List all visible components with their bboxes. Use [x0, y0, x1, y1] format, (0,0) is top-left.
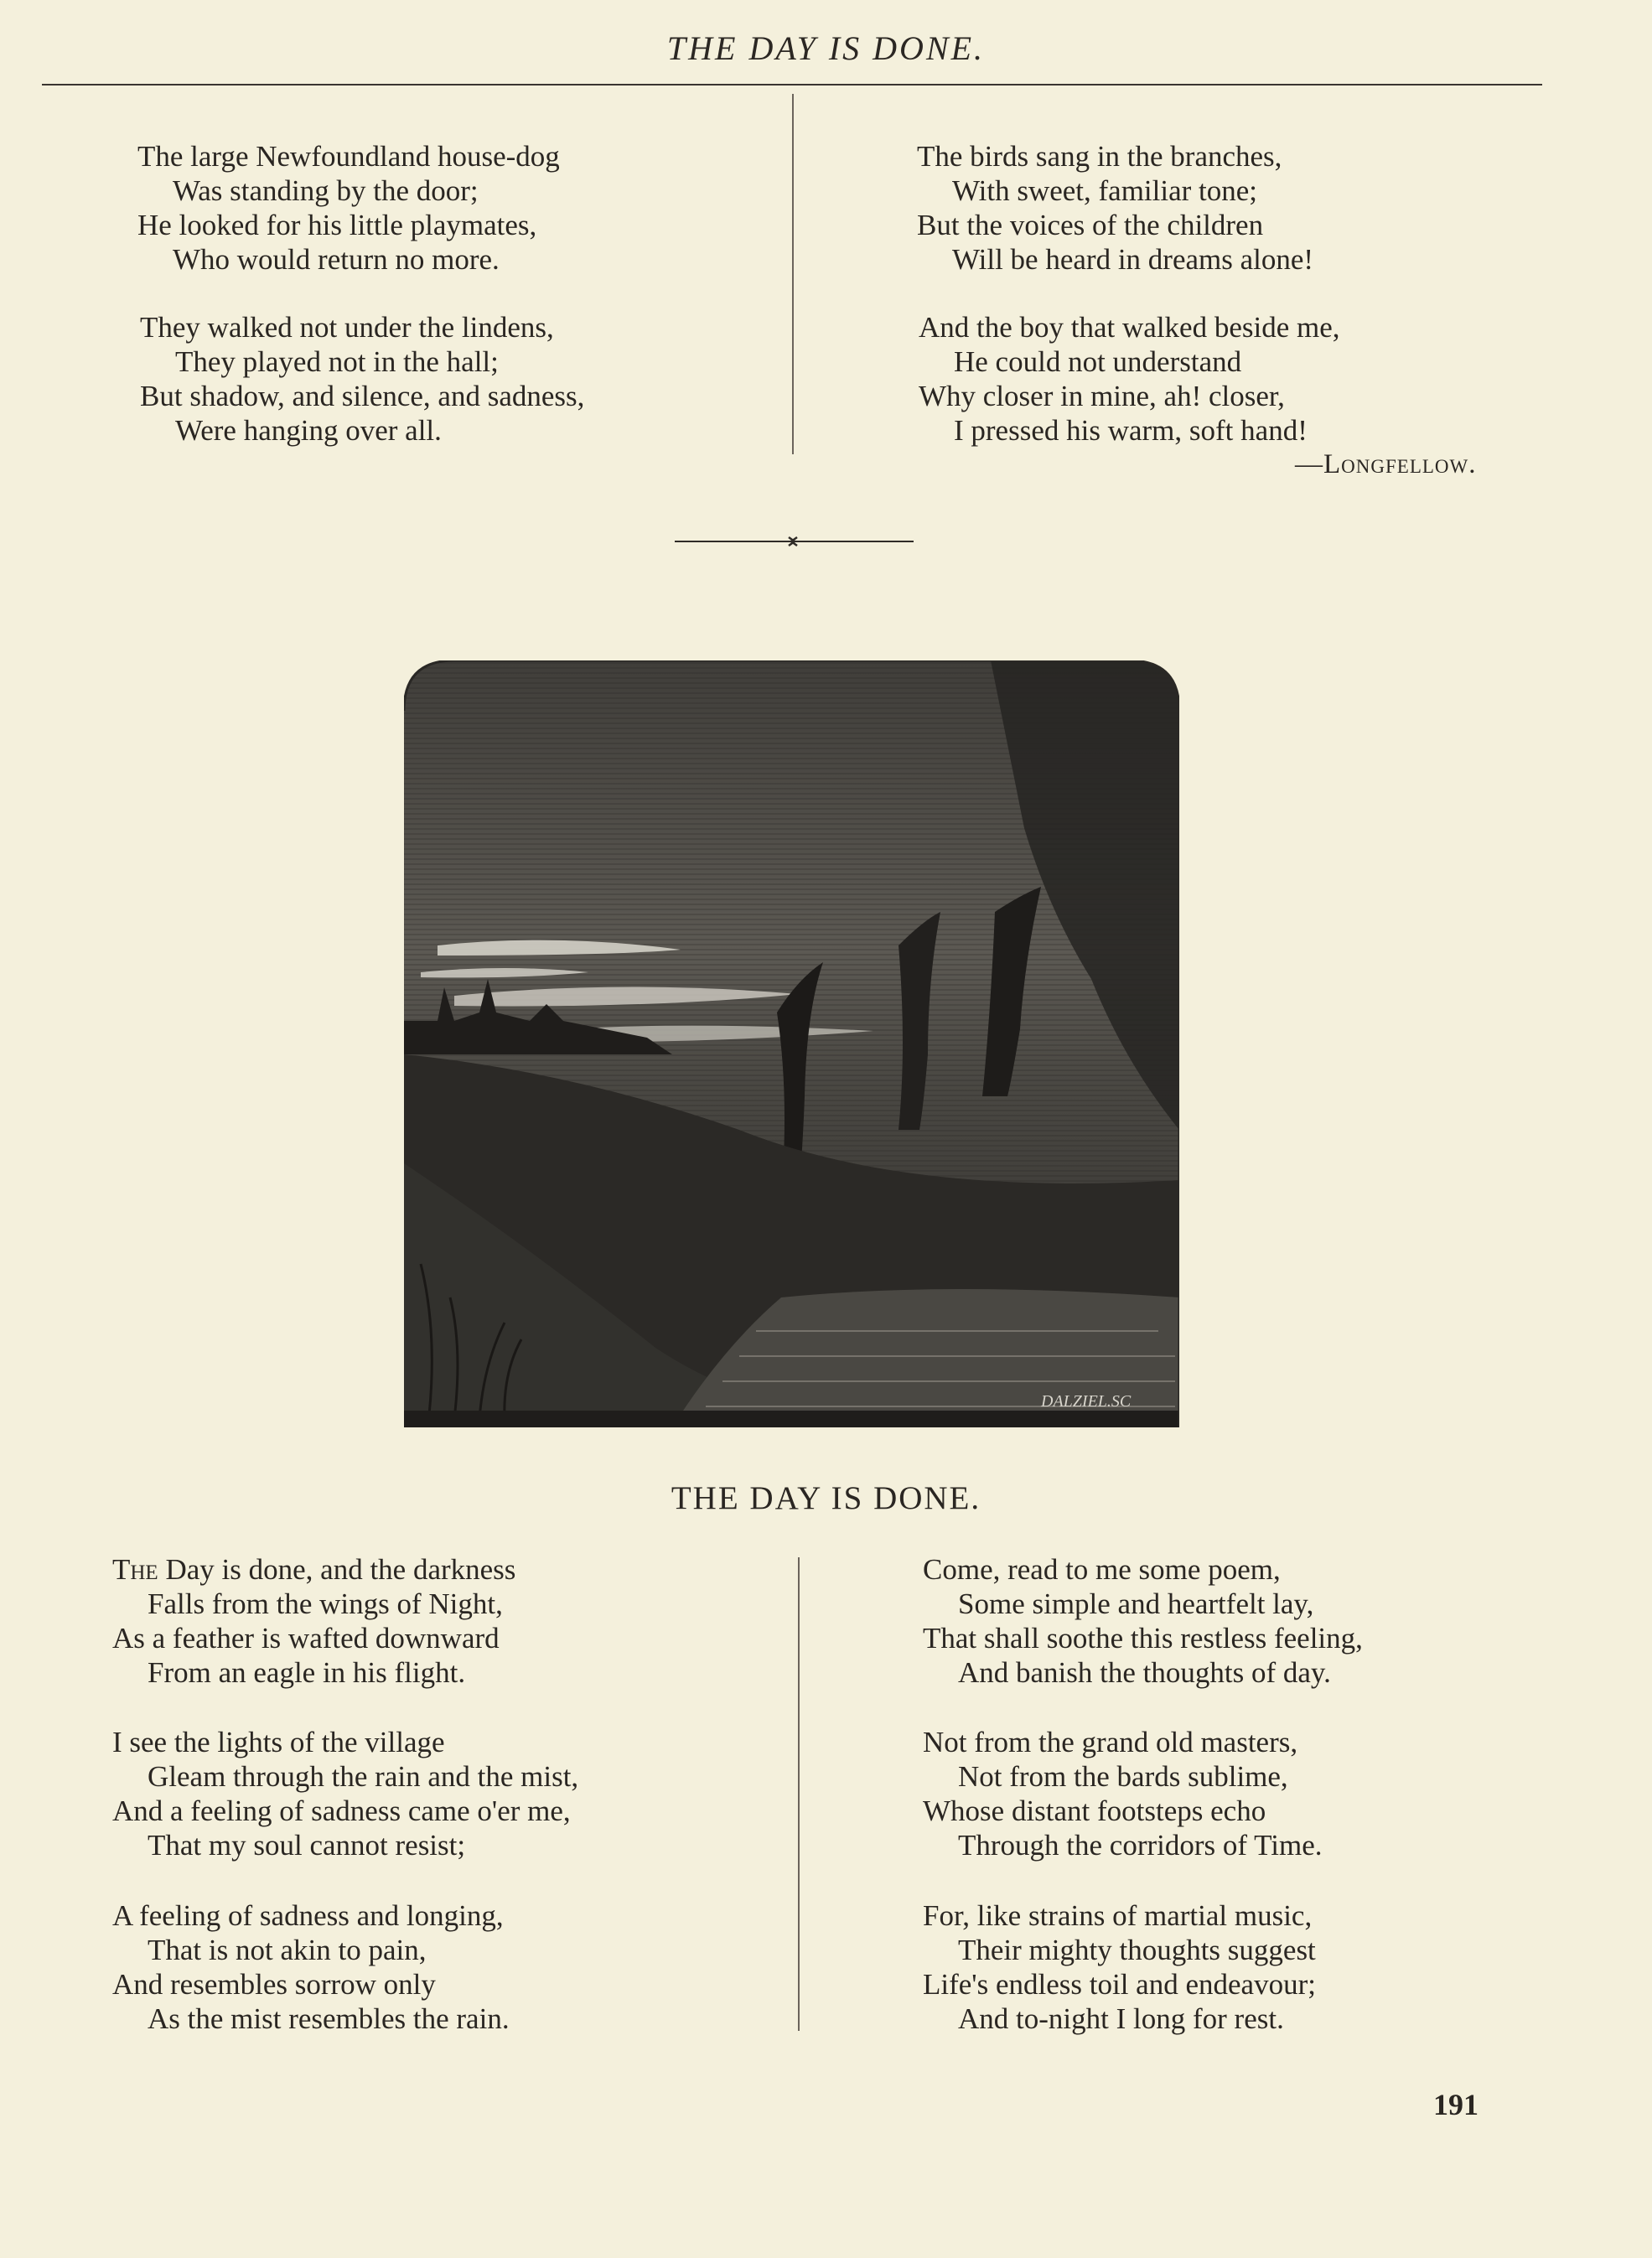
author-signature: —Longfellow.: [1295, 449, 1477, 479]
stanza: [112, 1725, 578, 1862]
verse-line: He could not understand: [954, 345, 1242, 378]
poem-title: THE DAY IS DONE.: [671, 1480, 981, 1516]
lead-word: The: [112, 1553, 158, 1586]
verse-line: Who would return no more.: [173, 243, 500, 276]
verse-line: Some simple and heartfelt lay,: [958, 1587, 1314, 1620]
verse-line: But the voices of the children: [917, 209, 1264, 241]
stanza: [112, 1898, 510, 2036]
verse-line: And a feeling of sadness came o'er me,: [112, 1794, 571, 1827]
verse-line: He looked for his little playmates,: [137, 209, 537, 241]
verse-line: That my soul cannot resist;: [148, 1829, 466, 1862]
verse-line: Gleam through the rain and the mist,: [148, 1760, 579, 1793]
verse-line: They played not in the hall;: [175, 345, 499, 378]
stanza: [923, 1552, 1363, 1690]
verse-line: That shall soothe this restless feeling,: [923, 1622, 1363, 1655]
verse-line: The large Newfoundland house-dog: [137, 140, 560, 173]
stanza: [112, 1552, 515, 1690]
verse-line: Were hanging over all.: [175, 414, 442, 447]
column-divider-top: [792, 94, 794, 454]
verse-line: I pressed his warm, soft hand!: [954, 414, 1308, 447]
verse-line: Their mighty thoughts suggest: [958, 1934, 1316, 1966]
stanza: [917, 139, 1313, 277]
verse-line-rest: Day is done, and the darkness: [158, 1553, 516, 1586]
verse-line: As the mist resembles the rain.: [148, 2002, 510, 2035]
stanza: [140, 310, 584, 448]
stanza: [923, 1725, 1323, 1862]
verse-line: A feeling of sadness and longing,: [112, 1899, 504, 1932]
page-number: 191: [1433, 2088, 1479, 2121]
engraver-signature: DALZIEL.SC: [1041, 1392, 1132, 1411]
verse-line: And the boy that walked beside me,: [919, 311, 1340, 344]
stanza: [923, 1898, 1316, 2036]
verse-line: Falls from the wings of Night,: [148, 1587, 503, 1620]
engraving-twilight-landscape-icon: [404, 660, 1179, 1427]
stanza: [919, 310, 1340, 448]
verse-line: Whose distant footsteps echo: [923, 1794, 1266, 1827]
verse-line: With sweet, familiar tone;: [952, 174, 1258, 207]
verse-line: Will be heard in dreams alone!: [952, 243, 1314, 276]
verse-line: As a feather is wafted downward: [112, 1622, 500, 1655]
verse-line: Was standing by the door;: [173, 174, 479, 207]
ornament-divider-icon: [675, 533, 914, 550]
verse-line: Come, read to me some poem,: [923, 1553, 1281, 1586]
running-head: THE DAY IS DONE.: [666, 29, 986, 67]
header-rule: [42, 84, 1542, 85]
verse-line: From an eagle in his flight.: [148, 1656, 466, 1689]
verse-line: But shadow, and silence, and sadness,: [140, 380, 585, 412]
verse-line: Why closer in mine, ah! closer,: [919, 380, 1285, 412]
verse-line: They walked not under the lindens,: [140, 311, 554, 344]
verse-line: [112, 1552, 515, 1587]
stanza: [137, 139, 560, 277]
verse-line: And banish the thoughts of day.: [958, 1656, 1331, 1689]
verse-line: And resembles sorrow only: [112, 1968, 436, 2001]
verse-line: Life's endless toil and endeavour;: [923, 1968, 1316, 2001]
verse-line: The birds sang in the branches,: [917, 140, 1282, 173]
verse-line: Not from the grand old masters,: [923, 1726, 1298, 1758]
verse-line: I see the lights of the village: [112, 1726, 445, 1758]
column-divider-bottom: [798, 1557, 800, 2031]
verse-line: Not from the bards sublime,: [958, 1760, 1288, 1793]
verse-line: And to-night I long for rest.: [958, 2002, 1284, 2035]
verse-line: Through the corridors of Time.: [958, 1829, 1323, 1862]
verse-line: For, like strains of martial music,: [923, 1899, 1313, 1932]
verse-line: That is not akin to pain,: [148, 1934, 427, 1966]
